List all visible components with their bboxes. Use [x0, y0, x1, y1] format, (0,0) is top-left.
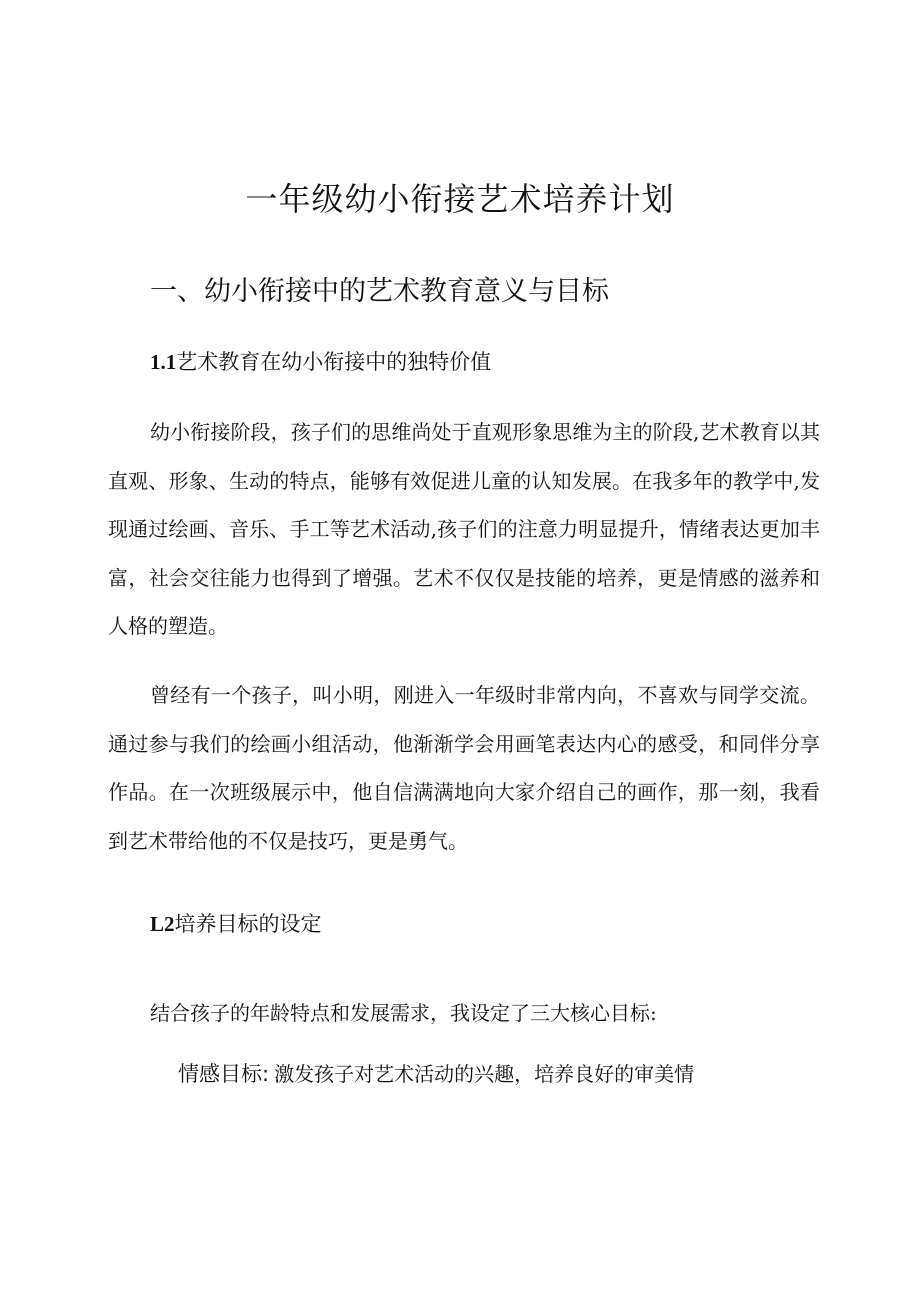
paragraph-1: 幼小衔接阶段，孩子们的思维尚处于直观形象思维为主的阶段,艺术教育以其直观、形象、生动的特点，能够有效促进儿童的认知发展。在我多年的教学中,发现通过绘画、音乐、手工等艺术活动,孩子们的注意力明显提升，情绪表达更加丰富，社会交往能力也得到了增强。艺术不仅仅是技能的培养，更是情感的滋养和人格的塑造。 [108, 420, 820, 638]
subsection-number: 1.1 [150, 350, 177, 374]
subsection-title: 艺术教育在幼小衔接中的独特价值 [176, 350, 492, 374]
goal-label: 情感目标: [178, 1062, 270, 1086]
section-heading: 一、幼小衔接中的艺术教育意义与目标 [150, 276, 609, 307]
goals-intro: 结合孩子的年龄特点和发展需求，我设定了三大核心目标: [150, 1001, 657, 1025]
subsection-number: L2 [150, 912, 175, 936]
subsection-heading-1-1 [150, 345, 491, 379]
document-title: 一年级幼小衔接艺术培养计划 [245, 180, 675, 218]
subsection-heading-1-2 [150, 907, 322, 941]
subsection-title: 培养目标的设定 [174, 912, 322, 936]
paragraph-2: 曾经有一个孩子，叫小明，刚进入一年级时非常内向，不喜欢与同学交流。通过参与我们的绘画小组活动，他渐渐学会用画笔表达内心的感受，和同伴分享作品。在一次班级展示中，他自信满满地向大家介绍自己的画作，那一刻，我看到艺术带给他的不仅是技巧，更是勇气。 [108, 683, 820, 853]
goal-text: 激发孩子对艺术活动的兴趣，培养良好的审美情 [274, 1062, 695, 1086]
goal-item-emotional [178, 1057, 694, 1092]
